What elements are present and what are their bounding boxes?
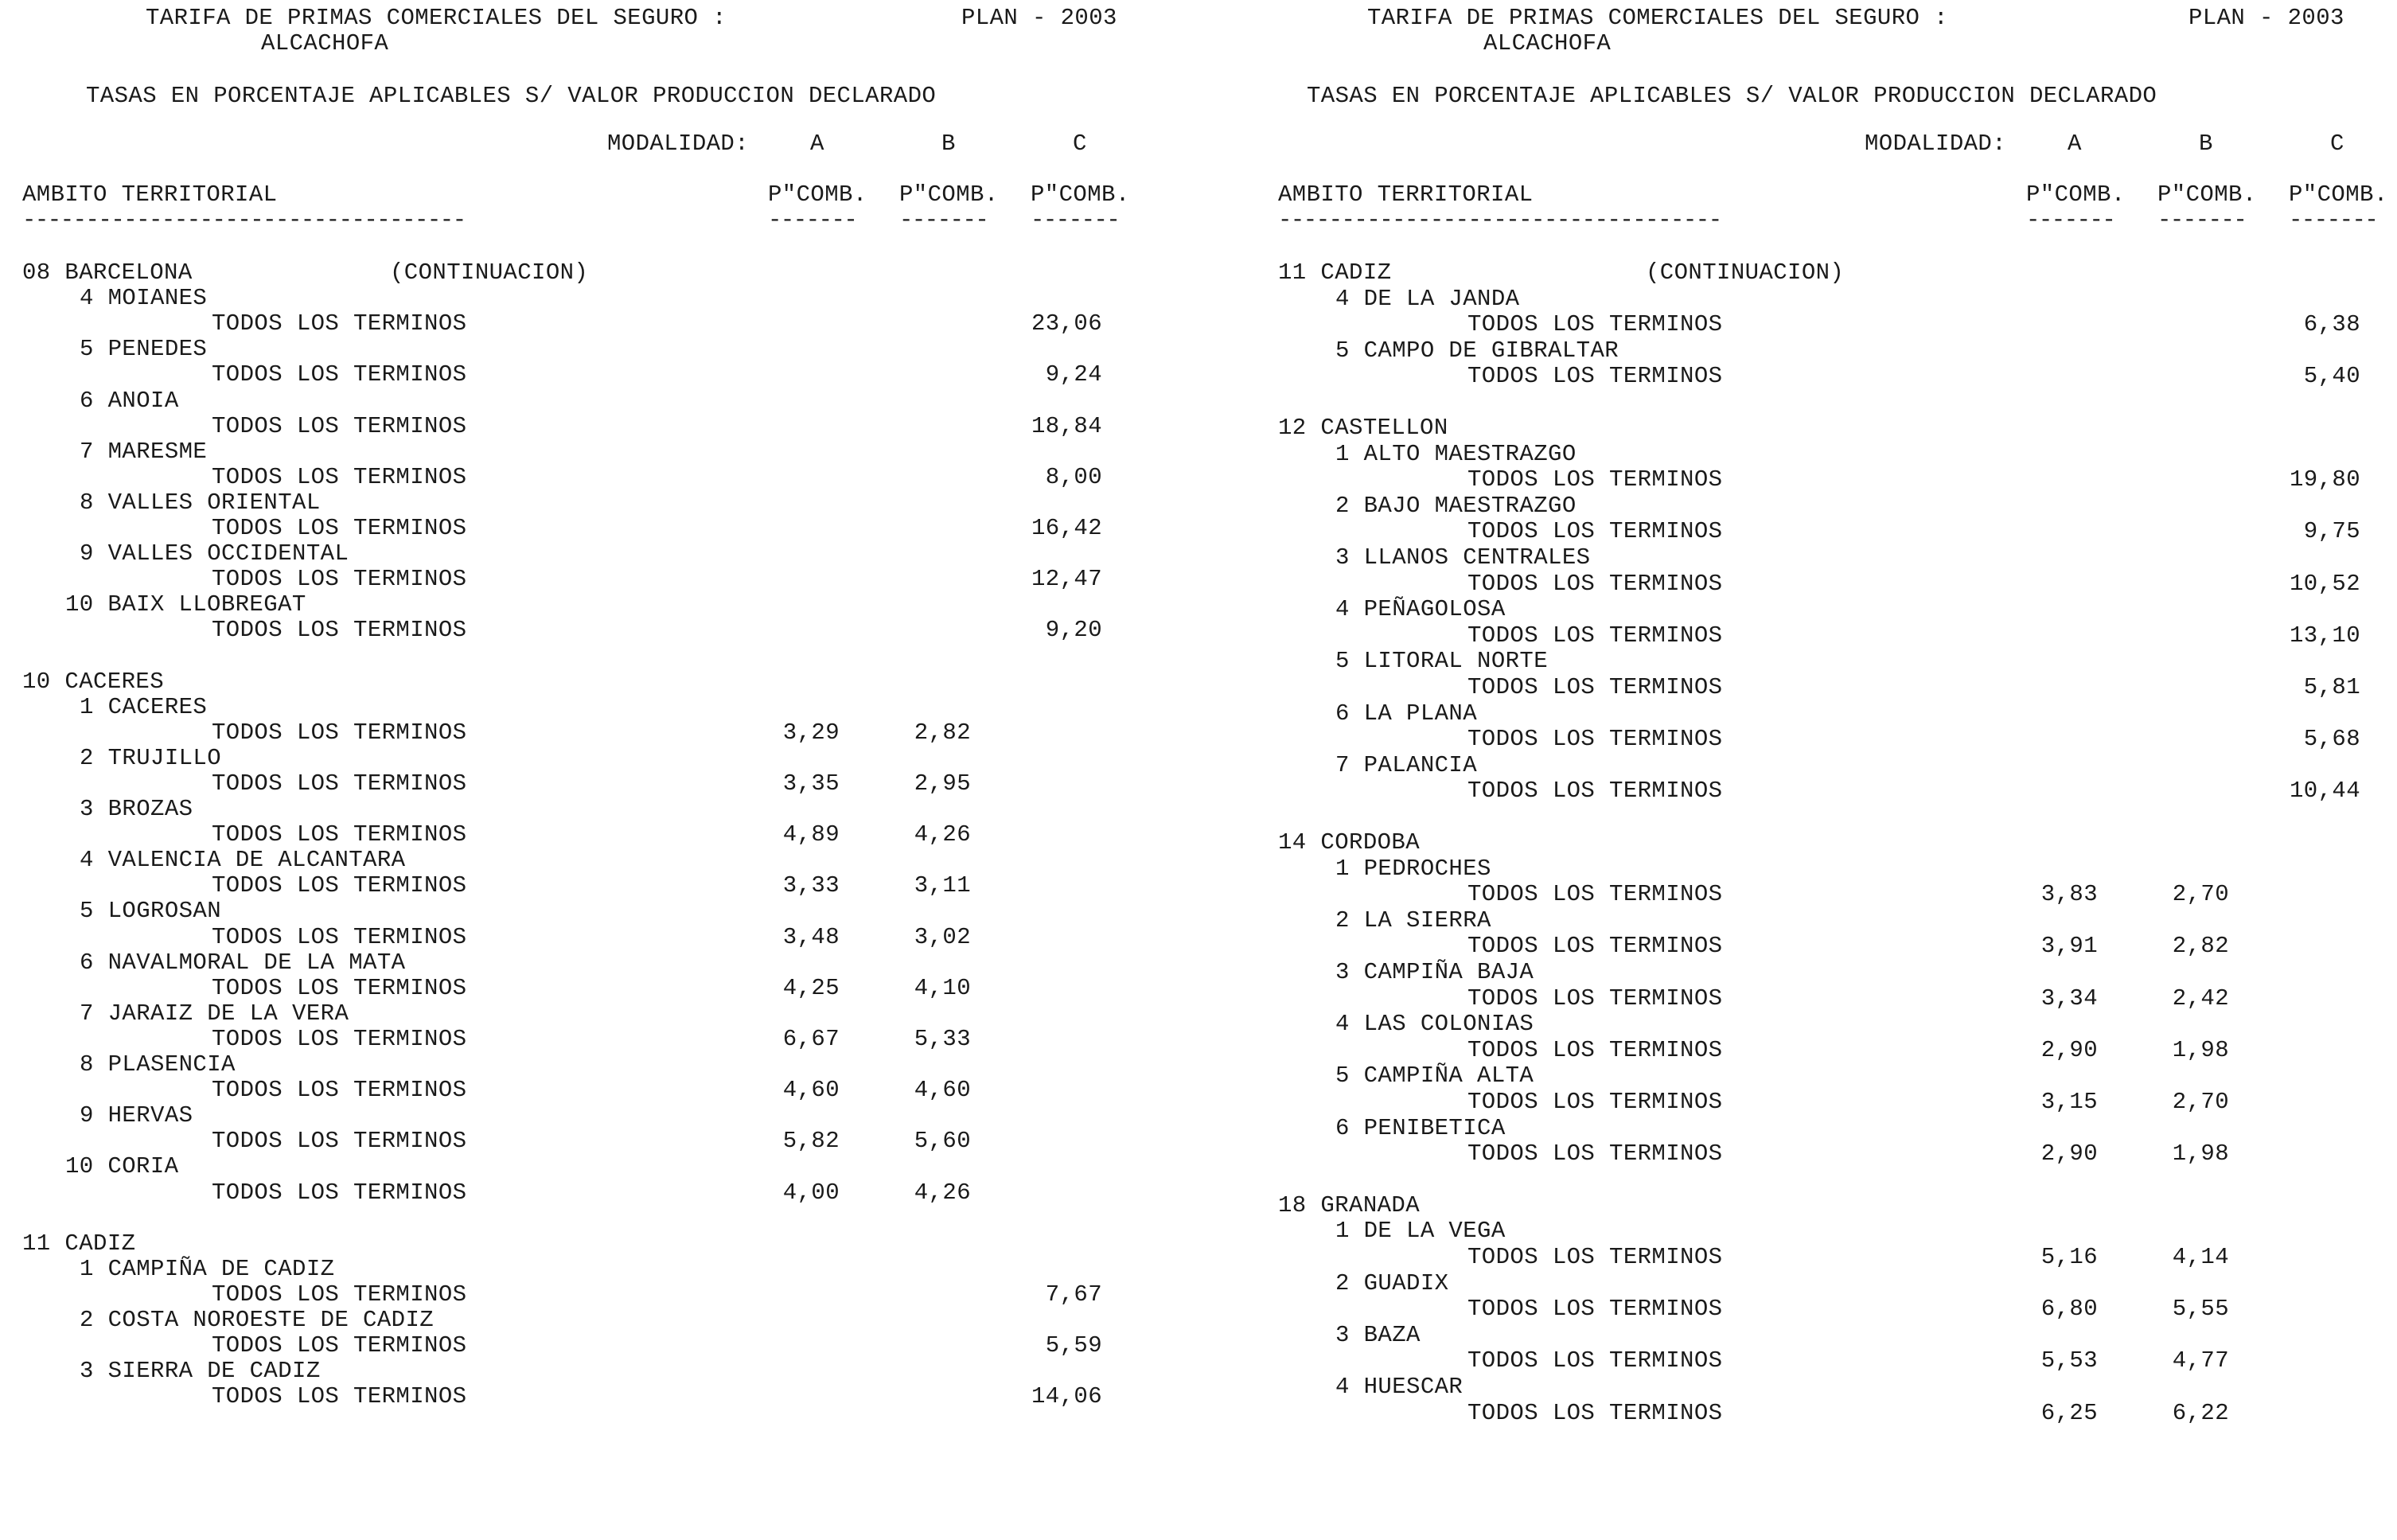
comarca-name: 4 VALENCIA DE ALCANTARA	[80, 847, 406, 874]
crop-name: ALCACHOFA	[261, 30, 389, 57]
comarca-name: 3 LLANOS CENTRALES	[1335, 544, 1591, 571]
term-label: TODOS LOS TERMINOS	[212, 463, 467, 490]
term-label: TODOS LOS TERMINOS	[212, 1332, 467, 1359]
page-subtitle: TASAS EN PORCENTAJE APLICABLES S/ VALOR PRODUCCION DECLARADO	[86, 83, 937, 109]
rate-a: 3,15	[2040, 1089, 2098, 1115]
rate-c: 12,47	[1031, 566, 1102, 593]
continuation-note: (CONTINUACION)	[1646, 259, 1845, 286]
rate-c: 6,38	[2303, 311, 2360, 338]
comarca-name: 8 VALLES ORIENTAL	[80, 489, 321, 516]
comarca-name: 6 LA PLANA	[1335, 700, 1478, 727]
rate-a: 5,53	[2040, 1347, 2098, 1374]
pcomb-underline-c: -------	[1031, 207, 1120, 233]
comarca-name: 10 BAIX LLOBREGAT	[65, 591, 306, 618]
rate-c: 14,06	[1031, 1383, 1102, 1410]
term-label: TODOS LOS TERMINOS	[1467, 311, 1723, 338]
comarca-name: 2 LA SIERRA	[1335, 906, 1491, 934]
rate-a: 3,33	[782, 872, 840, 899]
term-label: TODOS LOS TERMINOS	[212, 1025, 467, 1052]
comarca-name: 6 ANOIA	[80, 387, 179, 414]
ambito-underline: -----------------------------------	[22, 207, 466, 233]
pcomb-underline-a: -------	[2026, 207, 2115, 233]
tariff-title: TARIFA DE PRIMAS COMERCIALES DEL SEGURO :	[1367, 5, 1948, 31]
pcomb-underline-b: -------	[2157, 207, 2247, 233]
term-label: TODOS LOS TERMINOS	[1467, 570, 1723, 597]
rate-b: 1,98	[2172, 1036, 2229, 1063]
comarca-name: 4 HUESCAR	[1335, 1374, 1464, 1400]
rate-c: 23,06	[1031, 310, 1102, 337]
comarca-name: 8 PLASENCIA	[80, 1051, 236, 1078]
rate-b: 4,77	[2172, 1347, 2229, 1374]
rate-b: 3,02	[914, 923, 971, 950]
rate-a: 5,82	[782, 1128, 840, 1155]
rate-c: 9,20	[1045, 617, 1102, 644]
pcomb-underline-c: -------	[2289, 207, 2378, 233]
term-label: TODOS LOS TERMINOS	[212, 923, 467, 950]
column-a-header: A	[2068, 131, 2082, 157]
term-label: TODOS LOS TERMINOS	[1467, 622, 1723, 649]
comarca-name: 9 HERVAS	[80, 1102, 193, 1129]
rate-b: 2,82	[914, 719, 971, 746]
rate-a: 3,91	[2040, 933, 2098, 960]
province-heading: 18 GRANADA	[1278, 1191, 1421, 1218]
page-subtitle: TASAS EN PORCENTAJE APLICABLES S/ VALOR PRODUCCION DECLARADO	[1307, 83, 2157, 109]
comarca-name: 5 LOGROSAN	[80, 898, 222, 925]
term-label: TODOS LOS TERMINOS	[212, 872, 467, 899]
right-page	[1278, 0, 2397, 1540]
rate-b: 2,95	[914, 770, 971, 797]
comarca-name: 1 ALTO MAESTRAZGO	[1335, 440, 1577, 467]
comarca-name: 3 BROZAS	[80, 796, 193, 822]
term-label: TODOS LOS TERMINOS	[1467, 1140, 1723, 1168]
rate-b: 4,60	[914, 1077, 971, 1104]
term-label: TODOS LOS TERMINOS	[212, 515, 467, 541]
comarca-name: 6 NAVALMORAL DE LA MATA	[80, 949, 406, 976]
rate-a: 3,83	[2040, 881, 2098, 908]
crop-name: ALCACHOFA	[1483, 30, 1612, 57]
pcomb-header-c: P"COMB.	[2289, 181, 2388, 208]
term-label: TODOS LOS TERMINOS	[1467, 933, 1723, 960]
term-label: TODOS LOS TERMINOS	[212, 770, 467, 797]
rate-a: 4,60	[782, 1077, 840, 1104]
term-label: TODOS LOS TERMINOS	[212, 1077, 467, 1104]
term-label: TODOS LOS TERMINOS	[1467, 1296, 1723, 1323]
comarca-name: 6 PENIBETICA	[1335, 1114, 1506, 1141]
rate-c: 9,24	[1045, 361, 1102, 388]
column-b-header: B	[941, 131, 956, 157]
comarca-name: 2 GUADIX	[1335, 1269, 1449, 1296]
rate-b: 5,55	[2172, 1296, 2229, 1323]
rate-a: 3,35	[782, 770, 840, 797]
rate-a: 4,25	[782, 974, 840, 1001]
term-label: TODOS LOS TERMINOS	[212, 1128, 467, 1155]
rate-a: 4,00	[782, 1179, 840, 1206]
province-heading: 11 CADIZ	[22, 1230, 136, 1257]
term-label: TODOS LOS TERMINOS	[1467, 466, 1723, 493]
term-label: TODOS LOS TERMINOS	[1467, 1347, 1723, 1374]
modalidad-label: MODALIDAD:	[1865, 131, 2007, 157]
comarca-name: 1 DE LA VEGA	[1335, 1218, 1506, 1245]
rate-a: 3,48	[782, 923, 840, 950]
plan-label: PLAN - 2003	[2188, 5, 2344, 31]
rate-a: 2,90	[2040, 1036, 2098, 1063]
comarca-name: 5 PENEDES	[80, 336, 208, 363]
column-a-header: A	[810, 131, 824, 157]
left-page	[22, 0, 1184, 1540]
province-heading: 11 CADIZ	[1278, 259, 1392, 286]
rate-b: 5,60	[914, 1128, 971, 1155]
pcomb-header-a: P"COMB.	[768, 181, 867, 208]
rate-c: 5,59	[1045, 1332, 1102, 1359]
column-c-header: C	[2330, 131, 2344, 157]
column-b-header: B	[2199, 131, 2213, 157]
comarca-name: 2 TRUJILLO	[80, 744, 222, 771]
province-heading: 14 CORDOBA	[1278, 829, 1421, 856]
rate-c: 10,52	[2289, 570, 2360, 597]
province-heading: 08 BARCELONA	[22, 259, 193, 286]
term-label: TODOS LOS TERMINOS	[212, 310, 467, 337]
rate-b: 6,22	[2172, 1399, 2229, 1426]
comarca-name: 1 CACERES	[80, 693, 208, 720]
rate-c: 8,00	[1045, 463, 1102, 490]
rate-c: 5,81	[2303, 674, 2360, 700]
plan-label: PLAN - 2003	[961, 5, 1117, 31]
term-label: TODOS LOS TERMINOS	[212, 821, 467, 848]
rate-a: 5,16	[2040, 1244, 2098, 1270]
rate-a: 6,25	[2040, 1399, 2098, 1426]
term-label: TODOS LOS TERMINOS	[1467, 518, 1723, 545]
pcomb-header-b: P"COMB.	[899, 181, 999, 208]
rate-b: 2,70	[2172, 1089, 2229, 1115]
tariff-title: TARIFA DE PRIMAS COMERCIALES DEL SEGURO :	[146, 5, 727, 31]
comarca-name: 4 MOIANES	[80, 285, 208, 312]
rate-c: 9,75	[2303, 518, 2360, 545]
rate-b: 2,70	[2172, 881, 2229, 908]
comarca-name: 4 LAS COLONIAS	[1335, 1011, 1534, 1038]
comarca-name: 5 CAMPO DE GIBRALTAR	[1335, 337, 1619, 364]
term-label: TODOS LOS TERMINOS	[212, 1383, 467, 1410]
term-label: TODOS LOS TERMINOS	[1467, 778, 1723, 805]
rate-c: 16,42	[1031, 515, 1102, 541]
comarca-name: 3 CAMPIÑA BAJA	[1335, 959, 1534, 985]
rate-c: 10,44	[2289, 778, 2360, 805]
rate-c: 18,84	[1031, 412, 1102, 439]
rate-c: 7,67	[1045, 1281, 1102, 1308]
pcomb-underline-a: -------	[768, 207, 857, 233]
comarca-name: 3 SIERRA DE CADIZ	[80, 1358, 321, 1385]
continuation-note: (CONTINUACION)	[390, 259, 589, 286]
province-heading: 10 CACERES	[22, 668, 165, 695]
comarca-name: 7 JARAIZ DE LA VERA	[80, 1000, 349, 1027]
rate-b: 5,33	[914, 1025, 971, 1052]
province-heading: 12 CASTELLON	[1278, 415, 1448, 441]
rate-b: 4,26	[914, 1179, 971, 1206]
term-label: TODOS LOS TERMINOS	[212, 974, 467, 1001]
term-label: TODOS LOS TERMINOS	[1467, 1089, 1723, 1115]
rate-c: 19,80	[2289, 466, 2360, 493]
term-label: TODOS LOS TERMINOS	[212, 1179, 467, 1206]
rate-b: 2,82	[2172, 933, 2229, 960]
comarca-name: 7 MARESME	[80, 438, 208, 465]
comarca-name: 5 CAMPIÑA ALTA	[1335, 1062, 1534, 1090]
term-label: TODOS LOS TERMINOS	[1467, 363, 1723, 390]
term-label: TODOS LOS TERMINOS	[212, 361, 467, 388]
term-label: TODOS LOS TERMINOS	[1467, 1244, 1723, 1270]
ambito-header: AMBITO TERRITORIAL	[1278, 181, 1534, 208]
comarca-name: 2 BAJO MAESTRAZGO	[1335, 492, 1577, 519]
pcomb-underline-b: -------	[899, 207, 988, 233]
rate-c: 13,10	[2289, 622, 2360, 649]
ambito-underline: -----------------------------------	[1278, 207, 1721, 233]
term-label: TODOS LOS TERMINOS	[212, 566, 467, 593]
rate-a: 3,29	[782, 719, 840, 746]
term-label: TODOS LOS TERMINOS	[212, 1281, 467, 1308]
rate-a: 3,34	[2040, 984, 2098, 1012]
rate-b: 2,42	[2172, 984, 2229, 1012]
rate-a: 4,89	[782, 821, 840, 848]
rate-b: 3,11	[914, 872, 971, 899]
term-label: TODOS LOS TERMINOS	[1467, 1399, 1723, 1426]
comarca-name: 1 CAMPIÑA DE CADIZ	[80, 1255, 335, 1282]
rate-b: 4,10	[914, 974, 971, 1001]
ambito-header: AMBITO TERRITORIAL	[22, 181, 278, 208]
comarca-name: 9 VALLES OCCIDENTAL	[80, 540, 349, 567]
pcomb-header-c: P"COMB.	[1031, 181, 1130, 208]
comarca-name: 5 LITORAL NORTE	[1335, 648, 1549, 675]
term-label: TODOS LOS TERMINOS	[1467, 984, 1723, 1012]
pcomb-header-b: P"COMB.	[2157, 181, 2257, 208]
rate-b: 1,98	[2172, 1140, 2229, 1168]
comarca-name: 7 PALANCIA	[1335, 751, 1478, 778]
column-c-header: C	[1073, 131, 1087, 157]
rate-a: 6,67	[782, 1025, 840, 1052]
rate-c: 5,68	[2303, 726, 2360, 753]
rate-c: 5,40	[2303, 363, 2360, 390]
modalidad-label: MODALIDAD:	[607, 131, 750, 157]
comarca-name: 2 COSTA NOROESTE DE CADIZ	[80, 1306, 435, 1333]
comarca-name: 4 PEÑAGOLOSA	[1335, 596, 1506, 623]
rate-b: 4,26	[914, 821, 971, 848]
comarca-name: 10 CORIA	[65, 1153, 179, 1180]
pcomb-header-a: P"COMB.	[2026, 181, 2126, 208]
comarca-name: 1 PEDROCHES	[1335, 855, 1491, 882]
term-label: TODOS LOS TERMINOS	[212, 617, 467, 644]
term-label: TODOS LOS TERMINOS	[212, 412, 467, 439]
term-label: TODOS LOS TERMINOS	[1467, 726, 1723, 753]
comarca-name: 4 DE LA JANDA	[1335, 285, 1520, 312]
term-label: TODOS LOS TERMINOS	[1467, 1036, 1723, 1063]
rate-b: 4,14	[2172, 1244, 2229, 1270]
rate-a: 6,80	[2040, 1296, 2098, 1323]
term-label: TODOS LOS TERMINOS	[1467, 881, 1723, 908]
term-label: TODOS LOS TERMINOS	[212, 719, 467, 746]
term-label: TODOS LOS TERMINOS	[1467, 674, 1723, 700]
rate-a: 2,90	[2040, 1140, 2098, 1168]
comarca-name: 3 BAZA	[1335, 1321, 1421, 1348]
